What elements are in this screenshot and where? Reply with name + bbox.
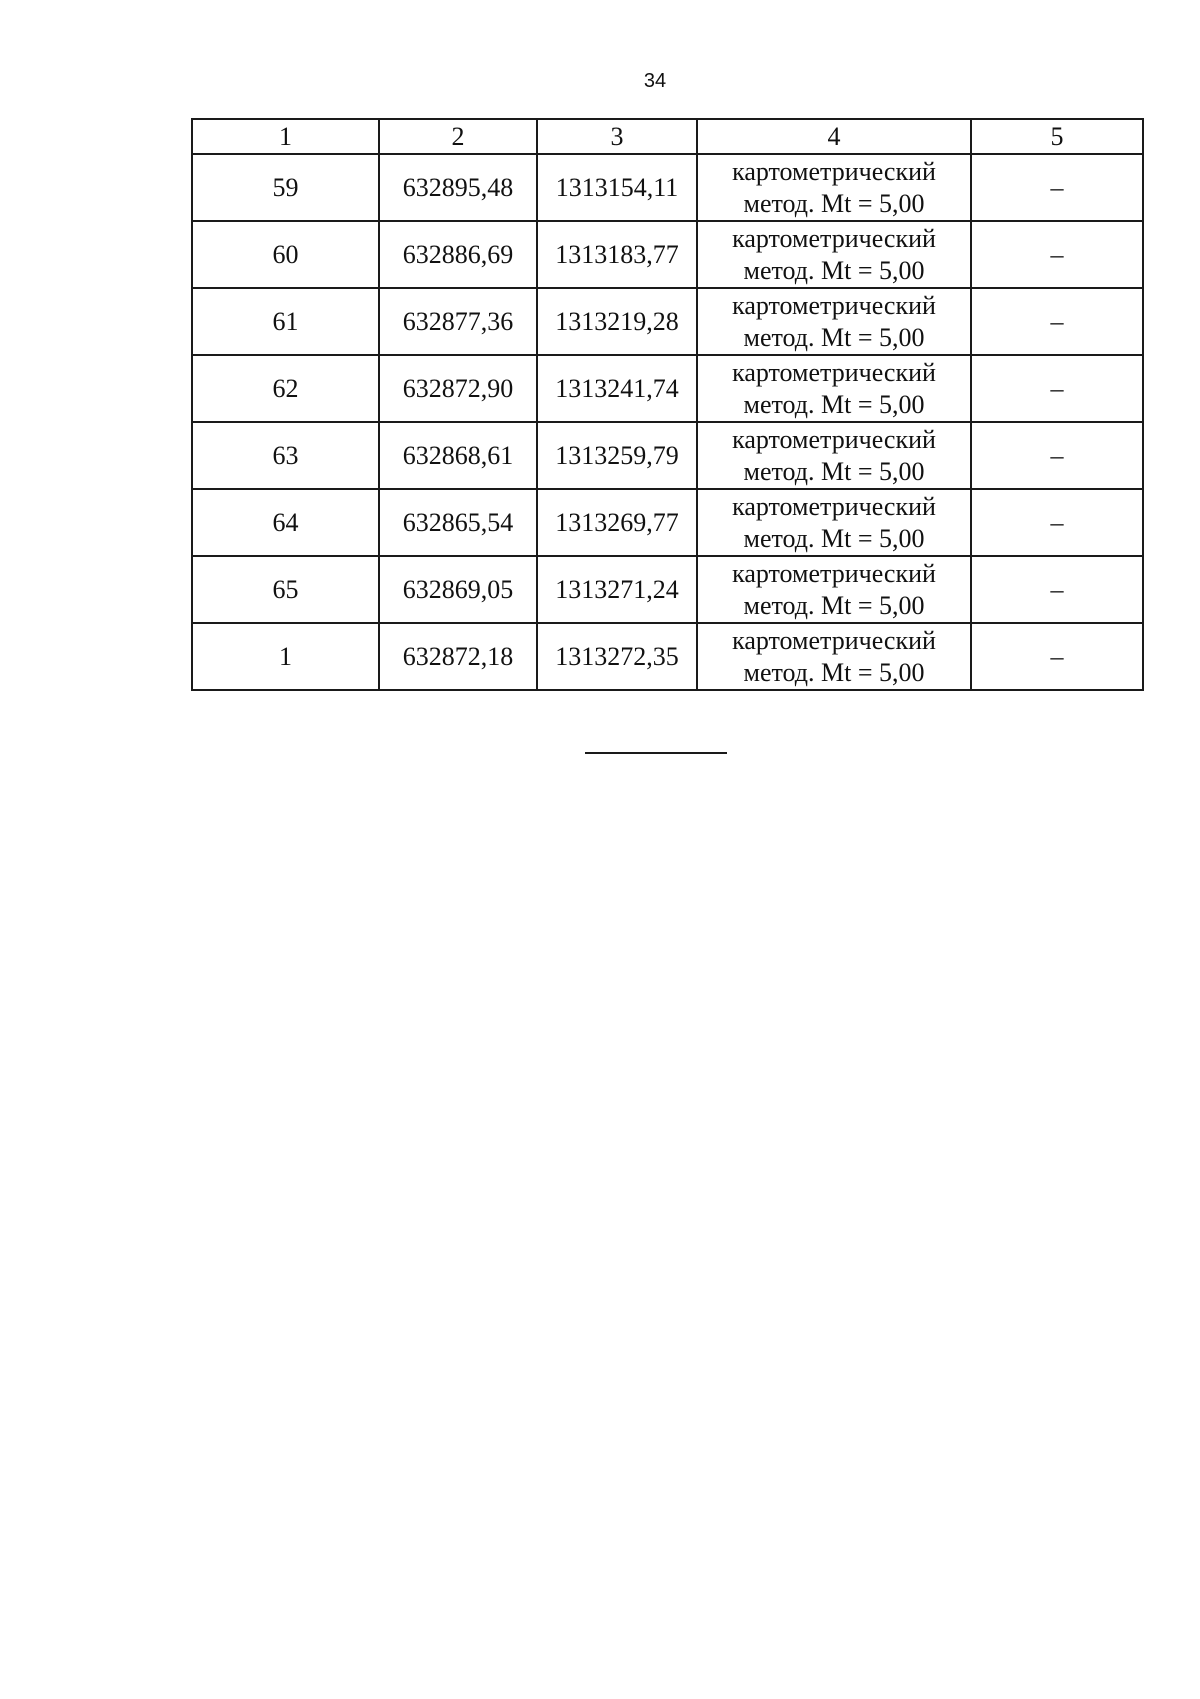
method-accuracy: метод. Mt = 5,00	[743, 389, 925, 419]
column-header: 4	[697, 119, 971, 154]
method-cell	[697, 221, 971, 288]
note-cell: –	[971, 154, 1143, 221]
method-cell	[697, 154, 971, 221]
method-cell	[697, 489, 971, 556]
x-coordinate-cell: 632895,48	[379, 154, 537, 221]
x-coordinate-cell: 632872,18	[379, 623, 537, 690]
point-number-cell: 60	[192, 221, 379, 288]
x-coordinate-cell: 632877,36	[379, 288, 537, 355]
y-coordinate-cell: 1313259,79	[537, 422, 697, 489]
note-cell: –	[971, 221, 1143, 288]
point-number-cell: 64	[192, 489, 379, 556]
x-coordinate-cell: 632869,05	[379, 556, 537, 623]
x-coordinate-cell: 632872,90	[379, 355, 537, 422]
method-cell	[697, 623, 971, 690]
method-cell	[697, 422, 971, 489]
table-row	[192, 221, 1143, 288]
note-cell: –	[971, 489, 1143, 556]
method-name: картометрический	[732, 357, 936, 387]
y-coordinate-cell: 1313154,11	[537, 154, 697, 221]
table-row	[192, 623, 1143, 690]
column-header: 3	[537, 119, 697, 154]
method-accuracy: метод. Mt = 5,00	[743, 255, 925, 285]
column-header: 5	[971, 119, 1143, 154]
coordinates-table	[191, 118, 1144, 691]
x-coordinate-cell: 632865,54	[379, 489, 537, 556]
method-accuracy: метод. Mt = 5,00	[743, 322, 925, 352]
note-cell: –	[971, 355, 1143, 422]
point-number-cell: 65	[192, 556, 379, 623]
method-cell	[697, 355, 971, 422]
note-cell: –	[971, 288, 1143, 355]
method-name: картометрический	[732, 491, 936, 521]
y-coordinate-cell: 1313183,77	[537, 221, 697, 288]
method-accuracy: метод. Mt = 5,00	[743, 188, 925, 218]
method-name: картометрический	[732, 223, 936, 253]
method-accuracy: метод. Mt = 5,00	[743, 590, 925, 620]
y-coordinate-cell: 1313271,24	[537, 556, 697, 623]
x-coordinate-cell: 632886,69	[379, 221, 537, 288]
point-number-cell: 59	[192, 154, 379, 221]
note-cell: –	[971, 623, 1143, 690]
column-header: 2	[379, 119, 537, 154]
table-row	[192, 355, 1143, 422]
table-row	[192, 288, 1143, 355]
table-header-row	[192, 119, 1143, 154]
page-number: 34	[643, 70, 667, 92]
method-name: картометрический	[732, 424, 936, 454]
method-cell	[697, 556, 971, 623]
x-coordinate-cell: 632868,61	[379, 422, 537, 489]
y-coordinate-cell: 1313269,77	[537, 489, 697, 556]
point-number-cell: 62	[192, 355, 379, 422]
method-accuracy: метод. Mt = 5,00	[743, 523, 925, 553]
y-coordinate-cell: 1313272,35	[537, 623, 697, 690]
method-name: картометрический	[732, 290, 936, 320]
method-name: картометрический	[732, 558, 936, 588]
point-number-cell: 63	[192, 422, 379, 489]
y-coordinate-cell: 1313241,74	[537, 355, 697, 422]
point-number-cell: 1	[192, 623, 379, 690]
table-row	[192, 556, 1143, 623]
y-coordinate-cell: 1313219,28	[537, 288, 697, 355]
method-accuracy: метод. Mt = 5,00	[743, 657, 925, 687]
table-row	[192, 489, 1143, 556]
method-name: картометрический	[732, 156, 936, 186]
method-accuracy: метод. Mt = 5,00	[743, 456, 925, 486]
method-name: картометрический	[732, 625, 936, 655]
table-row	[192, 154, 1143, 221]
table-row	[192, 422, 1143, 489]
column-header: 1	[192, 119, 379, 154]
point-number-cell: 61	[192, 288, 379, 355]
method-cell	[697, 288, 971, 355]
note-cell: –	[971, 422, 1143, 489]
note-cell: –	[971, 556, 1143, 623]
end-of-section-rule	[585, 752, 727, 754]
